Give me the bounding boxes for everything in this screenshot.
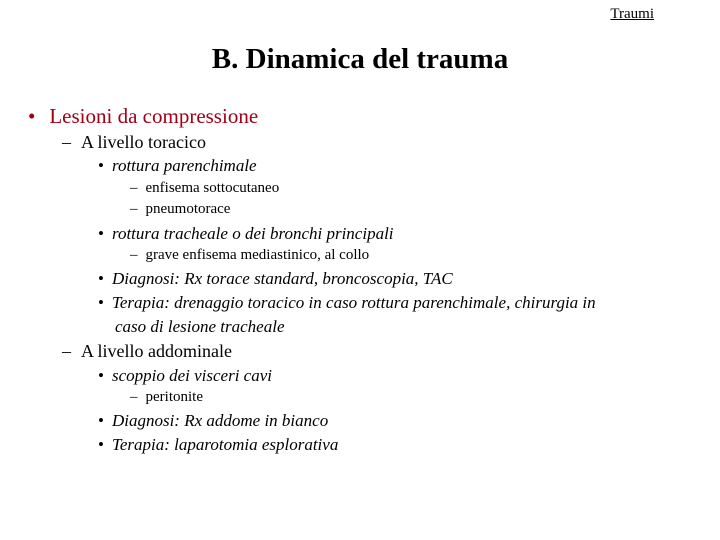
item-text: Terapia: drenaggio toracico in caso rottura parenchimale, chirurgia in: [111, 293, 596, 312]
item-terapia-toracico: [98, 293, 596, 313]
bullet-lesioni-compressione: [28, 104, 258, 129]
dash-marker: –: [130, 201, 138, 217]
bullet-marker: •: [98, 156, 104, 175]
subitem-livello-addominale: [62, 341, 232, 362]
detail-peritonite: [130, 389, 203, 406]
bullet-text: Lesioni da compressione: [49, 104, 259, 128]
dash-marker: –: [130, 247, 138, 263]
detail-text: grave enfisema mediastinico, al collo: [145, 247, 370, 263]
subitem-text: A livello addominale: [81, 341, 232, 361]
item-text: rottura tracheale o dei bronchi principali: [111, 224, 394, 243]
item-rottura-tracheale: [98, 224, 394, 244]
bullet-marker: •: [98, 435, 104, 454]
subitem-text: A livello toracico: [81, 132, 206, 152]
dash-marker: –: [62, 341, 71, 361]
slide-title: B. Dinamica del trauma: [211, 43, 509, 75]
item-rottura-parenchimale: [98, 156, 257, 176]
detail-text: enfisema sottocutaneo: [145, 180, 280, 196]
detail-enfisema-mediastinico: [130, 247, 369, 264]
item-text: Diagnosi: Rx addome in bianco: [111, 411, 329, 430]
detail-text: pneumotorace: [145, 201, 231, 217]
bullet-marker: •: [98, 411, 104, 430]
item-terapia-addominale: [98, 435, 338, 455]
detail-text: peritonite: [145, 389, 203, 405]
dash-marker: –: [130, 180, 138, 196]
dash-marker: –: [130, 389, 138, 405]
item-scoppio-visceri: [98, 366, 272, 386]
item-text: Diagnosi: Rx torace standard, broncoscopia, TAC: [111, 269, 453, 288]
bullet-marker: •: [98, 293, 104, 312]
detail-pneumotorace: [130, 201, 230, 218]
bullet-marker: •: [98, 366, 104, 385]
section-link-traumi[interactable]: Traumi: [610, 6, 654, 22]
item-text: scoppio dei visceri cavi: [111, 366, 272, 385]
item-text: rottura parenchimale: [111, 156, 257, 175]
bullet-marker: •: [98, 224, 104, 243]
item-text: Terapia: laparotomia esplorativa: [111, 435, 339, 454]
item-diagnosi-toracico: [98, 269, 453, 289]
dash-marker: –: [62, 132, 71, 152]
bullet-marker: •: [98, 269, 104, 288]
item-terapia-toracico-continuation: caso di lesione tracheale: [115, 317, 285, 336]
bullet-marker: •: [28, 104, 36, 128]
detail-enfisema-sottocutaneo: [130, 180, 279, 197]
subitem-livello-toracico: [62, 132, 206, 153]
item-diagnosi-addominale: [98, 411, 328, 431]
